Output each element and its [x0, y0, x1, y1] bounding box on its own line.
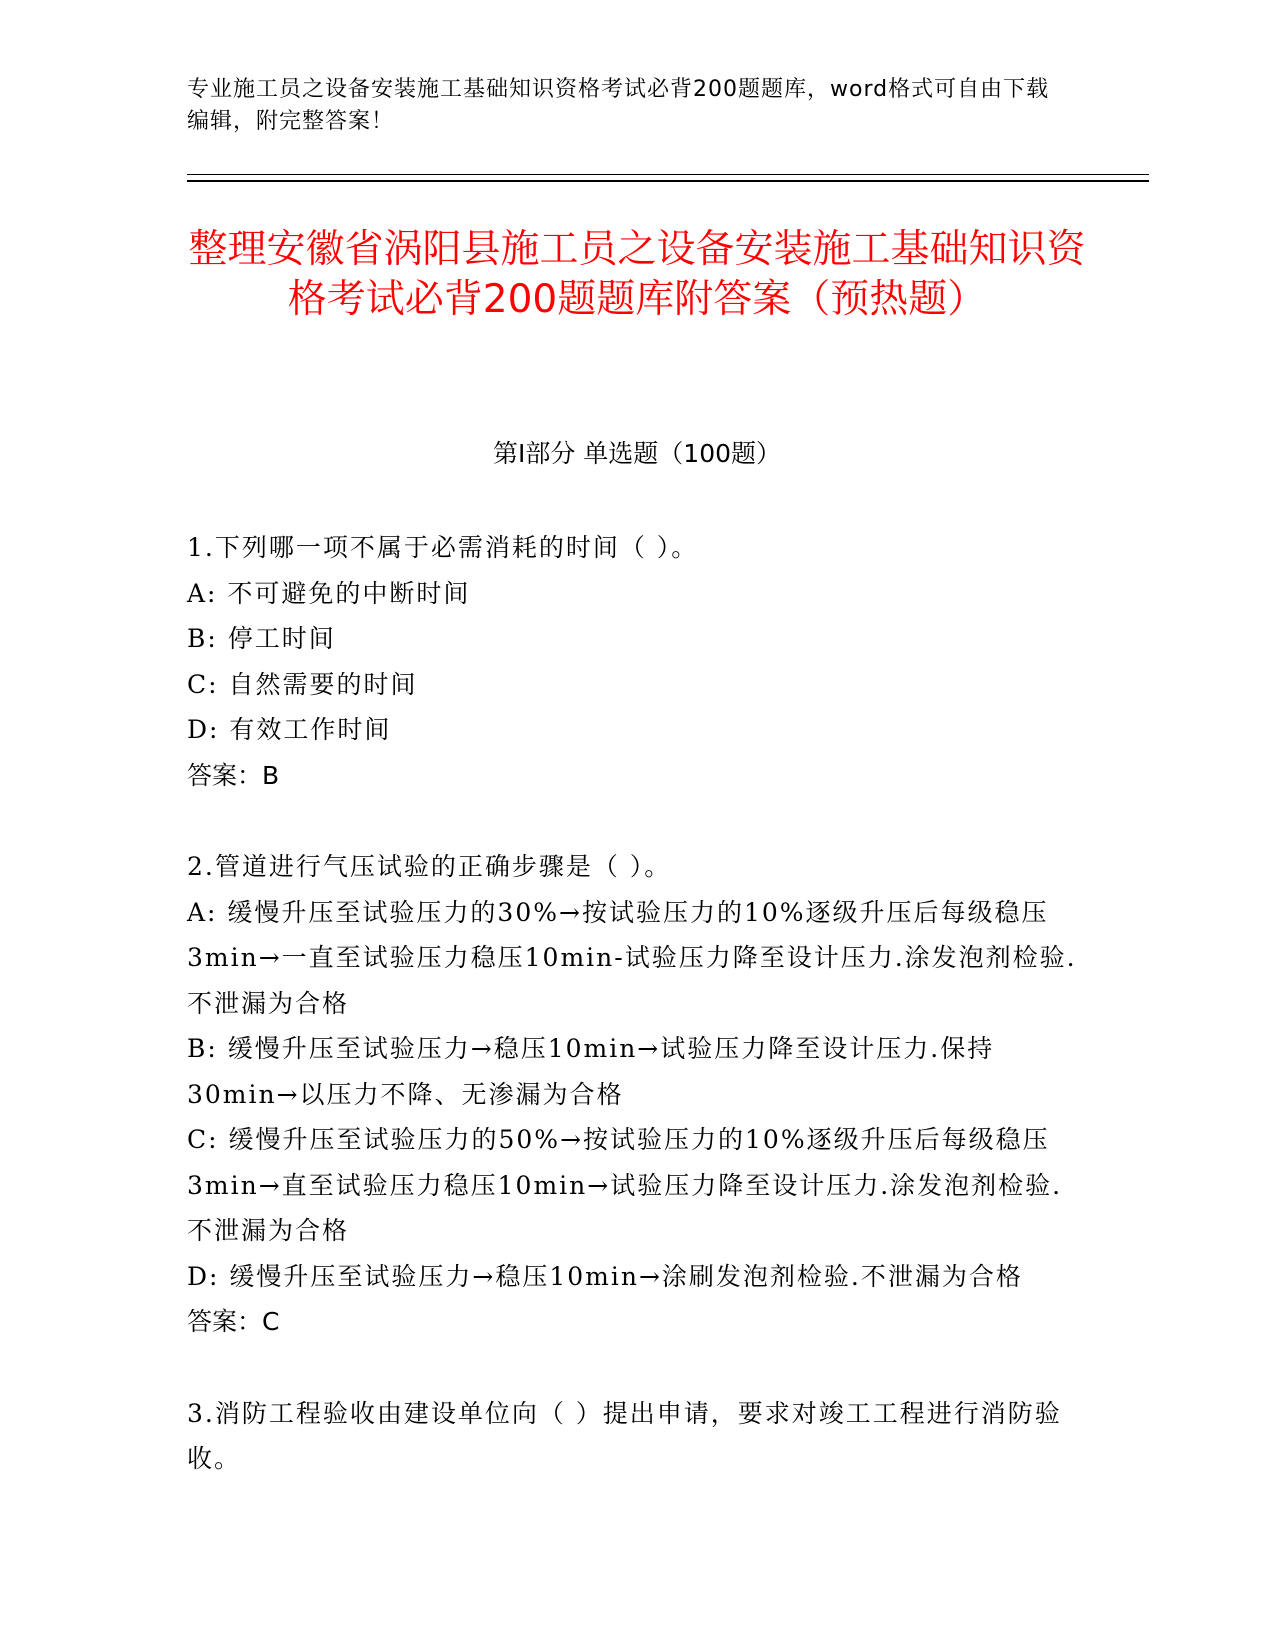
question-list: [187, 525, 1082, 1528]
question-1: [187, 525, 1082, 798]
option-d: D: 有效工作时间: [187, 715, 392, 744]
section-heading: 第I部分 单选题（100题）: [492, 439, 782, 468]
option-a: A: 不可避免的中断时间: [187, 578, 471, 608]
answer-line: 答案：B: [187, 760, 280, 790]
header-divider-thick: [187, 180, 1149, 182]
header-divider-thin: [187, 174, 1149, 175]
option-b: B: 缓慢升压至试验压力→稳压10min→试验压力降至设计压力.保持30min→以压力不降、无渗漏为合格: [187, 1034, 995, 1109]
question-3: [187, 1391, 1082, 1482]
document-title: 整理安徽省涡阳县施工员之设备安装施工基础知识资格考试必背200题题库附答案（预热题）: [188, 227, 1086, 322]
option-a: A: 缓慢升压至试验压力的30%→按试验压力的10%逐级升压后每级稳压3min→一直至试验压力稳压10min-试验压力降至设计压力.涂发泡剂检验.不泄漏为合格: [187, 897, 1077, 1018]
question-2: [187, 844, 1082, 1345]
option-b: B: 停工时间: [187, 624, 336, 653]
answer-line: 答案：C: [187, 1307, 280, 1336]
option-d: D: 缓慢升压至试验压力→稳压10min→涂刷发泡剂检验.不泄漏为合格: [187, 1261, 1023, 1291]
option-c: C: 自然需要的时间: [187, 669, 418, 699]
question-stem: 1.下列哪一项不属于必需消耗的时间（ ）。: [187, 533, 699, 562]
question-stem: 2.管道进行气压试验的正确步骤是（ ）。: [187, 852, 672, 881]
option-c: C: 缓慢升压至试验压力的50%→按试验压力的10%逐级升压后每级稳压3min→直至试验压力稳压10min→试验压力降至设计压力.涂发泡剂检验.不泄漏为合格: [187, 1125, 1063, 1245]
question-stem: 3.消防工程验收由建设单位向（ ）提出申请，要求对竣工工程进行消防验收。: [187, 1398, 1062, 1473]
header-note: 专业施工员之设备安装施工基础知识资格考试必背200题题库，word格式可自由下载编辑，附完整答案！: [187, 77, 1050, 134]
